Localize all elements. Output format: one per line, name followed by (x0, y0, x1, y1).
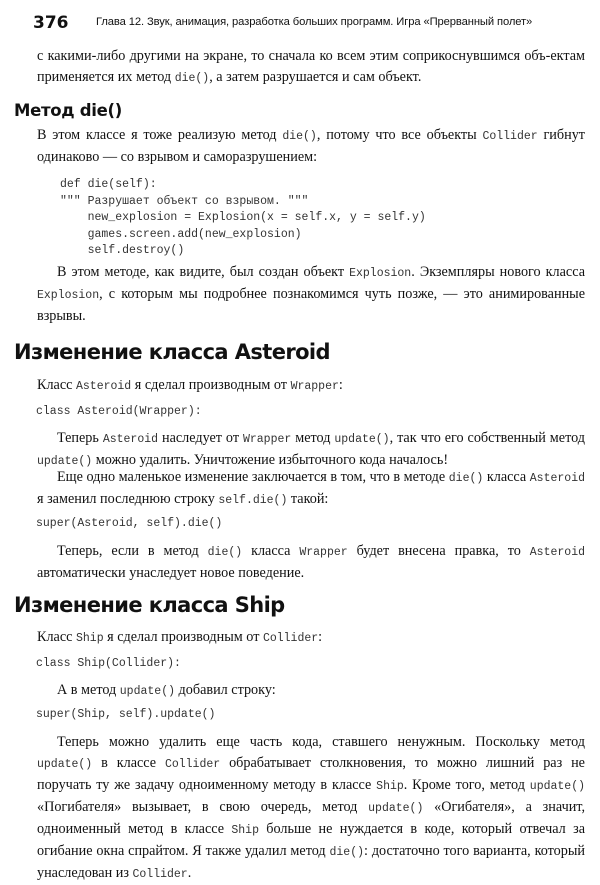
asteroid-paragraph-4: Теперь, если в метод die() класса Wrapper будет внесена правка, то Asteroid автоматически унаследует новое поведение. (37, 543, 585, 581)
page-number: 376 (33, 13, 69, 33)
heading-ship: Изменение класса Ship (14, 593, 285, 617)
code-asteroid-super: super(Asteroid, self).die() (36, 517, 223, 530)
asteroid-paragraph-1: Класс Asteroid я сделал производным от Wrapper: (37, 377, 343, 393)
heading-asteroid: Изменение класса Asteroid (14, 340, 330, 364)
code-asteroid-class: class Asteroid(Wrapper): (36, 405, 202, 418)
running-header (33, 13, 580, 37)
ship-paragraph-2: А в метод update() добавил строку: (57, 682, 276, 698)
heading-method-die: Метод die() (14, 101, 123, 120)
intro-paragraph: с какими-либо другими на экране, то сначала ко всем этим соприкоснувшимся объ-ектам применяется их метод die(), а затем разрушается и сам объект. (37, 48, 585, 85)
die-paragraph-1: В этом классе я тоже реализую метод die(), потому что все объекты Collider гибнут одинаково — со взрывом и саморазрушением: (37, 127, 585, 165)
code-ship-super: super(Ship, self).update() (36, 708, 216, 721)
code-ship-class: class Ship(Collider): (36, 657, 181, 670)
die-paragraph-2: В этом методе, как видите, был создан объект Explosion. Экземпляры нового класса Explosion, с которым мы подробнее познакомимся чуть позже, — это анимированные взрывы. (37, 264, 585, 324)
code-block-die: def die(self): """ Разрушает объект со взрывом. """ new_explosion = Explosion(x = self.x, y = self.y) games.screen.add(new_explosion) self.destroy() (60, 178, 426, 257)
ship-paragraph-1: Класс Ship я сделал производным от Collider: (37, 629, 323, 645)
running-title: Глава 12. Звук, анимация, разработка больших программ. Игра «Прерванный полет» (96, 16, 533, 28)
asteroid-paragraph-3: Еще одно маленькое изменение заключается в том, что в методе die() класса Asteroid я заменил последнюю строку self.die() такой: (37, 469, 585, 507)
asteroid-paragraph-2: Теперь Asteroid наследует от Wrapper метод update(), так что его собственный метод update() можно удалить. Уничтожение избыточного кода началось! (37, 430, 585, 468)
ship-paragraph-3: Теперь можно удалить еще часть кода, ставшего ненужным. Поскольку метод update() в классе Collider обрабатывает столкновения, то можно лишний раз не поручать ту же задачу одноименному методу в классе Ship. Кроме того, метод update() «Погибателя» вызывает, в свою очередь, метод update() «Огибателя», а значит, одноименный метод в классе Ship больше не нуждается в коде, который отвечал за огибание окна спрайтом. Я также удалил метод die(): достаточно того варианта, который унаследован из Collider. (37, 734, 586, 881)
